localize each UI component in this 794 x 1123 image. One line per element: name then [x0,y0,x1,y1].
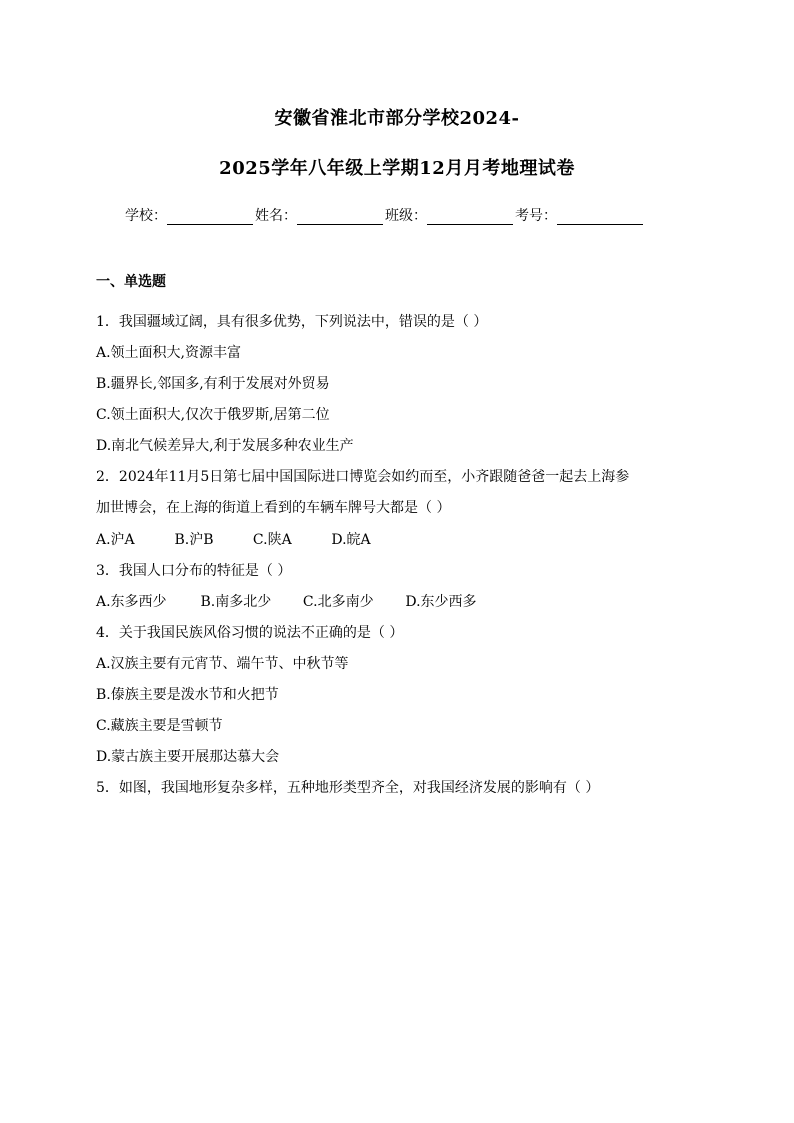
question-3-option-a: A.东多西少 [96,594,167,610]
name-label: 姓名： [255,208,297,224]
question-3-option-c: C.北多南少 [302,594,374,610]
number-label: 考号： [515,208,557,224]
question-1-option-b: B.疆界长,邻国多,有利于发展对外贸易 [96,376,330,392]
question-2-option-c: C.陕A [252,532,292,548]
name-blank[interactable] [297,208,383,225]
question-3-options [96,591,477,611]
question-1-option-c: C.领土面积大,仅次于俄罗斯,居第二位 [96,407,330,423]
question-2-option-b: B.沪B [174,532,214,548]
student-info-row [125,205,645,225]
question-5-stem: 5．如图，我国地形复杂多样，五种地形类型齐全，对我国经济发展的影响有（ ） [96,780,600,796]
school-blank[interactable] [167,208,253,225]
question-4-option-d: D.蒙古族主要开展那达慕大会 [96,749,280,765]
question-3-option-b: B.南多北少 [200,594,272,610]
question-2-options [96,529,371,549]
question-1-stem: 1．我国疆域辽阔，具有很多优势，下列说法中，错误的是（ ） [96,314,488,330]
school-label: 学校： [125,208,167,224]
question-2-option-a: A.沪A [96,532,135,548]
question-1-option-a: A.领土面积大,资源丰富 [96,345,242,361]
question-3-option-d: D.东少西多 [405,594,477,610]
class-label: 班级： [385,208,427,224]
question-4-option-b: B.傣族主要是泼水节和火把节 [96,687,279,703]
question-2-stem-line-1: 2．2024年11月5日第七届中国国际进口博览会如约而至，小齐跟随爸爸一起去上海参 [96,469,630,485]
question-1-option-d: D.南北气候差异大,利于发展多种农业生产 [96,438,354,454]
question-2-option-d: D.皖A [331,532,371,548]
question-4-stem: 4．关于我国民族风俗习惯的说法不正确的是（ ） [96,625,404,641]
question-4-option-a: A.汉族主要有元宵节、端午节、中秋节等 [96,656,349,672]
question-2-stem-line-2: 加世博会，在上海的街道上看到的车辆车牌号大都是（ ） [96,500,451,516]
section-heading: 一、单选题 [96,274,166,290]
exam-title-line-1: 安徽省淮北市部分学校2024- [274,108,520,129]
question-3-stem: 3．我国人口分布的特征是（ ） [96,563,292,579]
exam-title-line-2: 2025学年八年级上学期12月月考地理试卷 [219,158,575,179]
question-4-option-c: C.藏族主要是雪顿节 [96,718,223,734]
number-blank[interactable] [557,208,643,225]
class-blank[interactable] [427,208,513,225]
